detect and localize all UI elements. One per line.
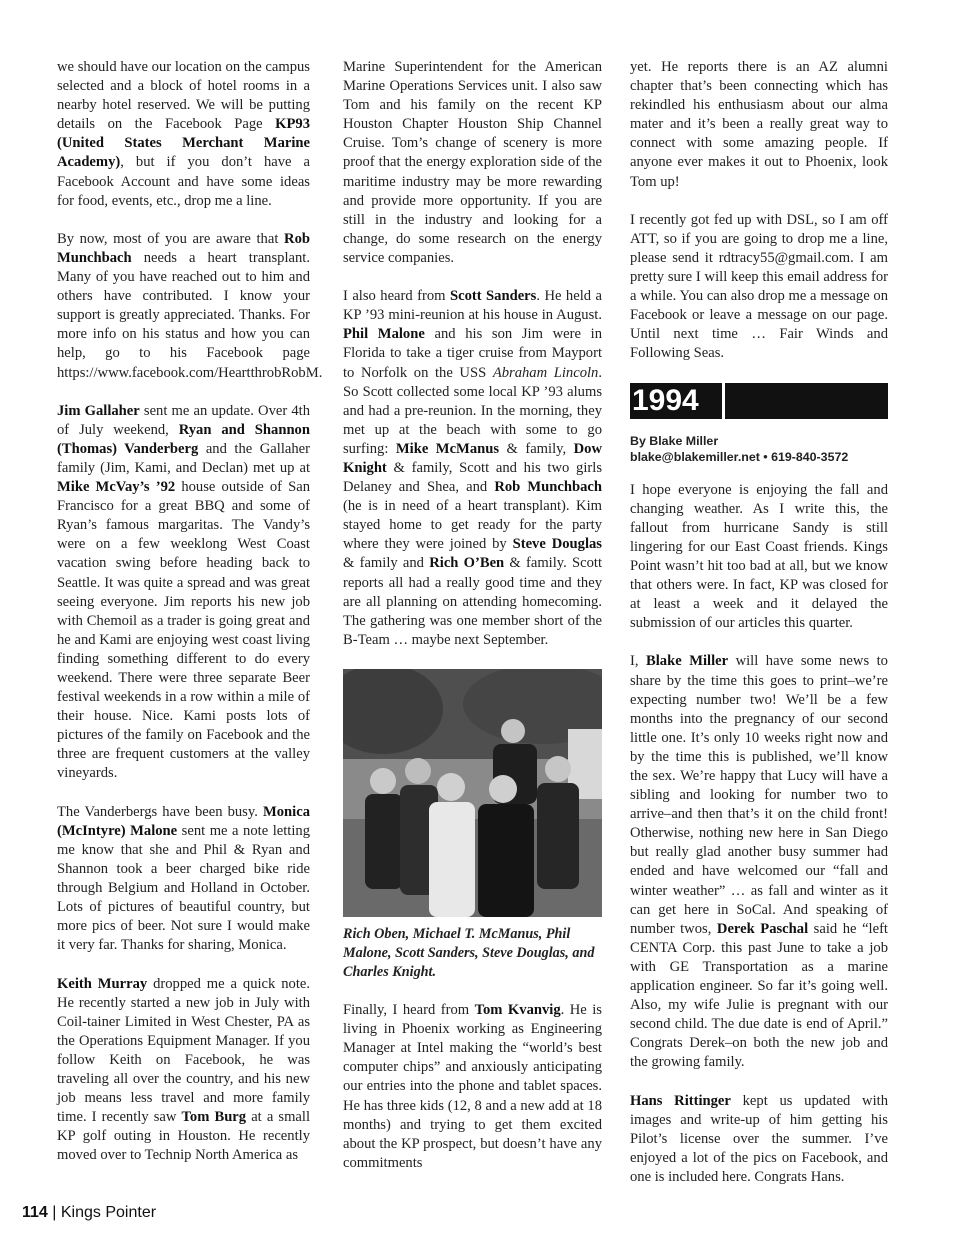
page-number: 114 xyxy=(22,1204,48,1221)
paragraph: Keith Murray dropped me a quick note. He recently started a new job in July with Coil-tainer Limited in West Chester, PA as the Operations Equipment Manager. If you follow Keith on Facebook, he was traveling all over the country, and his new job means less travel and more family time. I recently saw Tom Burg at a small KP golf outing in Houston. He recently moved over to Technip North America as xyxy=(57,975,311,1164)
page-footer xyxy=(22,1204,156,1222)
paragraph: we should have our location on the campus selected and a block of hotel rooms in a nearby hotel reserved. We will be putting details on the Facebook Page KP93 (United States Merchant Marine Academy), but if you don’t have a Facebook Account and have some ideas for food, events, etc., drop me a line. xyxy=(57,59,310,209)
column-1 xyxy=(57,58,323,1185)
footer-separator: | xyxy=(52,1204,57,1221)
paragraph: By now, most of you are aware that Rob Munchbach needs a heart transplant. Many of you have reached out to him and others have contributed. I know your support is greatly appreciated. Thanks. For more info on his status and how you can help, go to his Facebook page https://www.facebook.com/HeartthrobRobM. xyxy=(57,230,323,381)
paragraph: Marine Superintendent for the American Marine Operations Services unit. I also saw Tom and his family on the recent KP Houston Chapter Houston Ship Channel Cruise. Tom’s change of scenery is more proof that the energy exploration side of the maritime industry may be more rewarding and provide more opportunity. If you are still in the industry and looking for a change, do some research on the energy service companies. xyxy=(343,59,602,266)
paragraph: The Vanderbergs have been busy. Monica (McIntyre) Malone sent me a note letting me know that she and Phil & Ryan and Shannon took a beer charged bike ride through Belgium and Holland in October. Lots of pictures of beautiful country, but more pics of beer. Not sure I would make it very far. Thanks for sharing, Monica. xyxy=(57,803,310,954)
paragraph: Hans Rittinger kept us updated with images and write-up of him getting his Pilot’s license over the summer. I’ve enjoyed a lot of the pics on Facebook, and one is included here. Congrats Hans. xyxy=(630,1092,888,1185)
group-photo-illustration xyxy=(343,669,602,917)
column-2 xyxy=(343,58,602,1192)
paragraph: I also heard from Scott Sanders. He held a KP ’93 mini-reunion at his house in August. Phil Malone and his son Jim were in Florida to take a tiger cruise from Mayport to Norfolk on the USS Abraham Lincoln. So Scott collected some local KP ’93 alums and had a pre-reunion. In the morning, they met up at the beach with some to go surfing: Mike McManus & family, Dow Knight & family, Scott and his two girls Delaney and Shea, and Rob Munchbach (he is in need of a heart transplant). Kim stayed home to get ready for the party where they were joined by Steve Douglas & family and Rich O’Ben & family. Scott reports all had a really good time and they are all planning on attending homecoming. The gathering was one member short of the B-Team … maybe next September. xyxy=(343,288,603,648)
byline-contact: blake@blakemiller.net • 619-840-3572 xyxy=(630,449,849,464)
paragraph: yet. He reports there is an AZ alumni chapter that’s been connecting which has rekindled his enthusiasm about our alma mater and it’s been a really great way to connect with some amazing people. If anyone ever makes it out to Phoenix, look Tom up! xyxy=(630,59,888,190)
paragraph: Finally, I heard from Tom Kvanvig. He is living in Phoenix working as Engineering Manager at Intel making the “world’s best computer chips” and anxiously anticipating our entries into the phone and tablet spaces. He has three kids (12, 8 and a new add at 18 months) and trying to get them excited about the KP prospect, but doesn’t have any commitments xyxy=(343,1002,602,1171)
paragraph: Jim Gallaher sent me an update. Over 4th of July weekend, Ryan and Shannon (Thomas) Vanderberg and the Gallaher family (Jim, Kami, and Declan) met up at Mike McVay’s ’92 house outside of San Francisco for a great BBQ and some of Ryan’s famous margaritas. The Vandy’s were on a few weeklong West Coast vacation swing before heading back to Seattle. It was quite a spread and was great seeing everyone. Jim reports his new job with Chemoil as a trader is going great and he and Kami are enjoying west coast living finding something different to do every weekend. There were three separate Beer festival weekends in a row within a mile of their house. Nice. Kami posts lots of pictures of the family on Facebook and the three are frequent customers at the valley vineyards. xyxy=(57,402,310,782)
paragraph: I, Blake Miller will have some news to share by the time this goes to print–we’re expecting number two! We’ll be a few months into the pregnancy of our second little one. It’s only 10 weeks right now and by the time this is published, we’ll know the sex. We’re happy that Lucy will have a sibling and looking for number two to arrive–and then that’s it on the child front! Otherwise, nothing new here in San Diego but really glad another busy summer had ended and have welcomed our “fall and winter weather” … as fall and winter as it can get here in SoCal. And speaking of number twos, Derek Paschal said he “left CENTA Corp. this past June to take a job with GE Transportation as a marine application engineer. So far it’s going well. Also, my wife Julie is pregnant with our second child. The due date is end of April.” Congrats Derek–on both the new job and the growing family. xyxy=(630,653,888,1071)
paragraph: I recently got fed up with DSL, so I am off ATT, so if you are going to drop me a line, please send it rdtracy55@gmail.com. I am pretty sure I will keep this email address for a while. You can also drop me a message on Facebook or leave a message on our page. Until next time … Fair Winds and Following Seas. xyxy=(630,211,888,362)
byline xyxy=(630,433,888,465)
group-photo xyxy=(343,669,602,917)
photo-caption: Rich Oben, Michael T. McManus, Phil Malone, Scott Sanders, Steve Douglas, and Charles Knight. xyxy=(343,926,595,980)
paragraph: I hope everyone is enjoying the fall and changing weather. As I write this, the fallout from hurricane Sandy is still lingering for our East Coast friends. Kings Point wasn’t hit too bad at all, but we know that others were. In fact, KP was closed for at least a week and it delayed the submission of our articles this quarter. xyxy=(630,481,888,632)
column-3 xyxy=(630,58,888,1206)
class-year-header xyxy=(630,383,888,419)
class-year: 1994 xyxy=(630,383,725,419)
publication-name: Kings Pointer xyxy=(60,1204,157,1221)
byline-name: By Blake Miller xyxy=(630,433,719,448)
